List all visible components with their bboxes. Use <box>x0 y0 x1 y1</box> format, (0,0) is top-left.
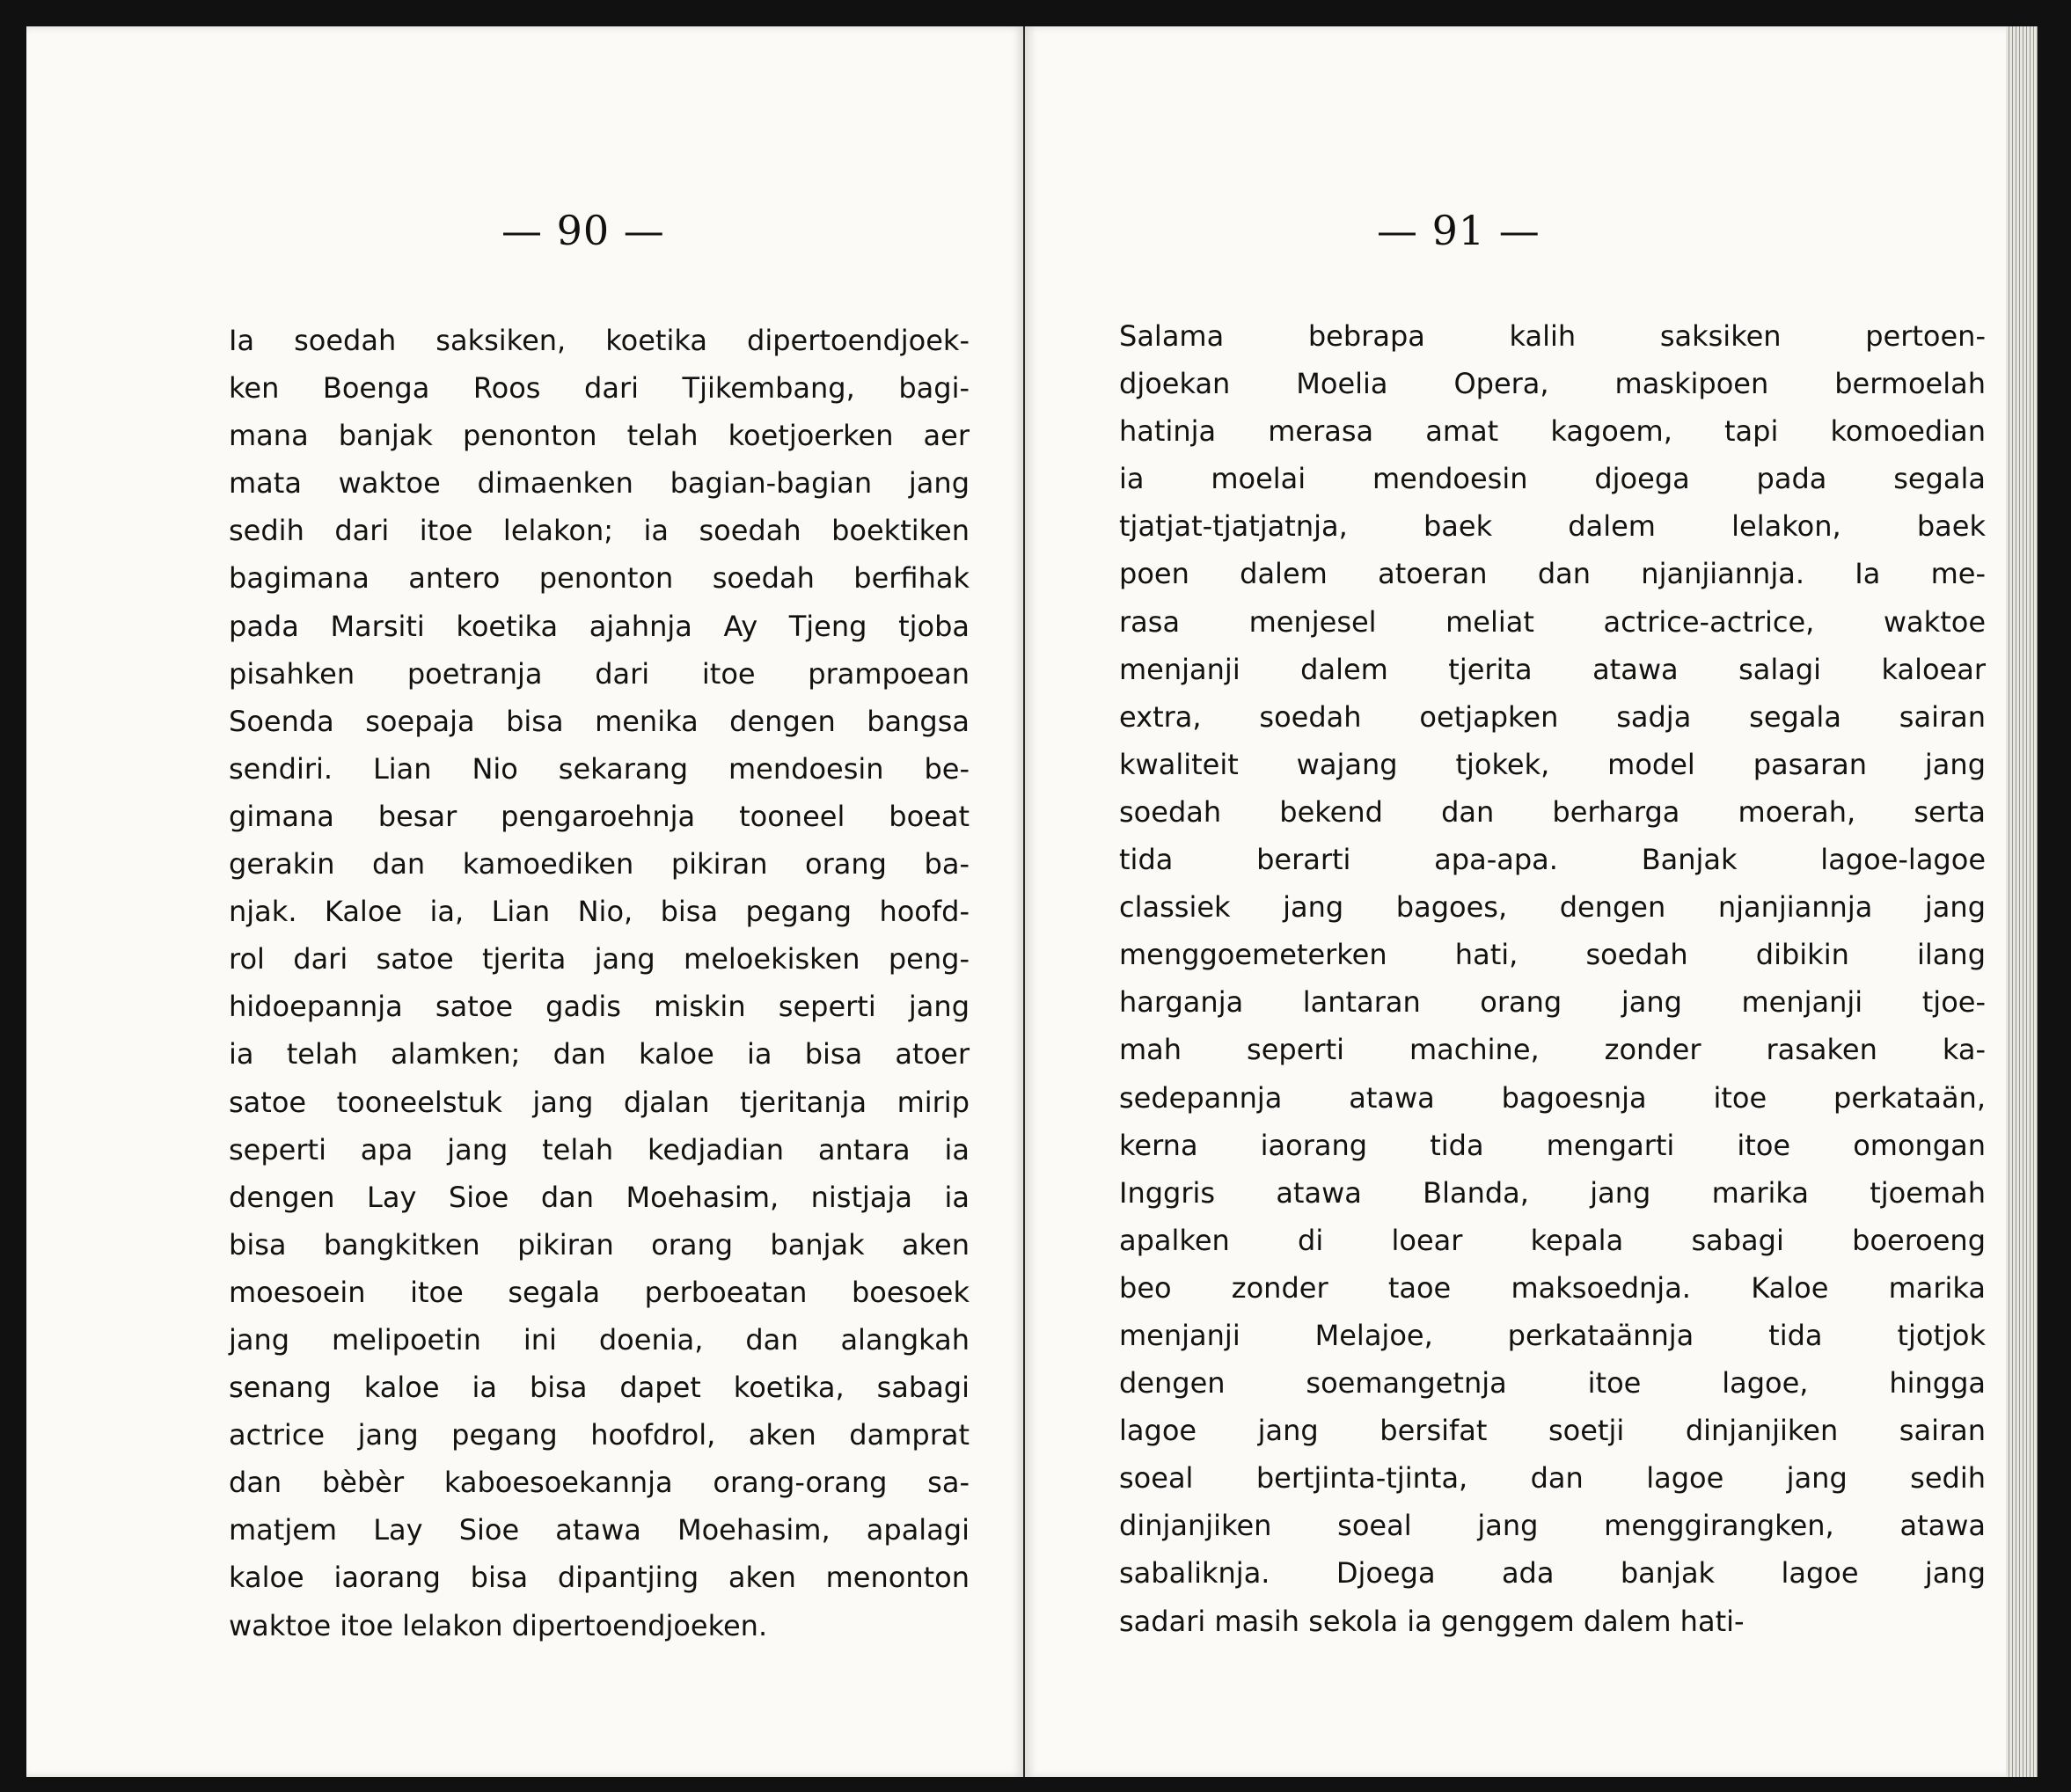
text-line: sedih dari itoe lelakon; ia soedah boektiken <box>229 514 970 548</box>
text-line: lagoe jang bersifat soetji dinjanjiken sairan <box>1119 1414 1986 1448</box>
text-line: djoekan Moelia Opera, maskipoen bermoelah <box>1119 367 1986 401</box>
text-line: seperti apa jang telah kedjadian antara ia <box>229 1132 970 1167</box>
right-page-text <box>1119 312 1986 1645</box>
text-line: classiek jang bagoes, dengen njanjiannja jang <box>1119 890 1986 925</box>
text-line: dan bèbèr kaboesoekannja orang-orang sa- <box>229 1466 970 1500</box>
text-line: menjanji dalem tjerita atawa salagi kaloear <box>1119 652 1986 686</box>
text-line: sabaliknja. Djoega ada banjak lagoe jang <box>1119 1556 1986 1591</box>
page-number-90: — 90 — <box>501 207 665 254</box>
text-line: gimana besar pengaroehnja tooneel boeat <box>229 799 970 833</box>
text-line: dengen Lay Sioe dan Moehasim, nistjaja ia <box>229 1180 970 1214</box>
text-line: pisahken poetranja dari itoe prampoean <box>229 656 970 691</box>
text-line: extra, soedah oetjapken sadja segala sairan <box>1119 699 1986 734</box>
text-line: soedah bekend dan berharga moerah, serta <box>1119 794 1986 829</box>
text-line: gerakin dan kamoediken pikiran orang ba- <box>229 847 970 881</box>
text-line: beo zonder taoe maksoednja. Kaloe marika <box>1119 1270 1986 1305</box>
left-page-text <box>229 317 970 1649</box>
text-line: soeal bertjinta-tjinta, dan lagoe jang sedih <box>1119 1461 1986 1496</box>
text-line: matjem Lay Sioe atawa Moehasim, apalagi <box>229 1513 970 1547</box>
page-edges <box>2006 26 2038 1777</box>
text-line: mah seperti machine, zonder rasaken ka- <box>1119 1033 1986 1067</box>
text-line: sadari masih sekola ia genggem dalem hati- <box>1119 1604 1745 1638</box>
text-line: pada Marsiti koetika ajahnja Ay Tjeng tjoba <box>229 609 970 643</box>
text-line: kerna iaorang tida mengarti itoe omongan <box>1119 1128 1986 1162</box>
text-line: kwaliteit wajang tjokek, model pasaran jang <box>1119 747 1986 781</box>
text-line: menggoemeterken hati, soedah dibikin ilang <box>1119 938 1986 972</box>
text-line: mana banjak penonton telah koetjoerken aer <box>229 419 970 453</box>
text-line: moesoein itoe segala perboeatan boesoek <box>229 1275 970 1309</box>
text-line: apalken di loear kepala sabagi boeroeng <box>1119 1223 1986 1257</box>
text-line: hidoepannja satoe gadis miskin seperti jang <box>229 990 970 1024</box>
text-line: satoe tooneelstuk jang djalan tjeritanja mirip <box>229 1085 970 1119</box>
text-line: Inggris atawa Blanda, jang marika tjoemah <box>1119 1175 1986 1210</box>
text-line: waktoe itoe lelakon dipertoendjoeken. <box>229 1608 768 1642</box>
text-line: menjanji Melajoe, perkataännja tida tjotjok <box>1119 1318 1986 1352</box>
text-line: Ia soedah saksiken, koetika dipertoendjoek- <box>229 324 970 357</box>
text-line: Salama bebrapa kalih saksiken pertoen- <box>1119 319 1986 353</box>
text-line: ia telah alamken; dan kaloe ia bisa atoer <box>229 1037 970 1072</box>
page-number-91: — 91 — <box>1377 207 1540 254</box>
text-line: dinjanjiken soeal jang menggirangken, atawa <box>1119 1509 1986 1543</box>
text-line: poen dalem atoeran dan njanjiannja. Ia me- <box>1119 557 1986 591</box>
text-line: jang melipoetin ini doenia, dan alangkah <box>229 1322 970 1357</box>
text-line: sendiri. Lian Nio sekarang mendoesin be- <box>229 751 970 786</box>
text-line: njak. Kaloe ia, Lian Nio, bisa pegang hoofd- <box>229 895 970 929</box>
text-line: hatinja merasa amat kagoem, tapi komoedian <box>1119 414 1986 449</box>
text-line: Soenda soepaja bisa menika dengen bangsa <box>229 704 970 738</box>
right-page <box>1025 26 2037 1777</box>
text-line: bisa bangkitken pikiran orang banjak aken <box>229 1227 970 1262</box>
text-line: mata waktoe dimaenken bagian-bagian jang <box>229 466 970 501</box>
text-line: ia moelai mendoesin djoega pada segala <box>1119 462 1986 496</box>
text-line: rol dari satoe tjerita jang meloekisken peng- <box>229 942 970 976</box>
left-page <box>26 26 1025 1777</box>
text-line: harganja lantaran orang jang menjanji tjoe- <box>1119 985 1986 1020</box>
text-line: kaloe iaorang bisa dipantjing aken menonton <box>229 1561 970 1595</box>
text-line: tida berarti apa-apa. Banjak lagoe-lagoe <box>1119 843 1986 877</box>
text-line: bagimana antero penonton soedah berfihak <box>229 561 970 596</box>
text-line: ken Boenga Roos dari Tjikembang, bagi- <box>229 371 970 406</box>
text-line: tjatjat-tjatjatnja, baek dalem lelakon, baek <box>1119 509 1986 544</box>
text-line: dengen soemangetnja itoe lagoe, hingga <box>1119 1366 1986 1401</box>
text-line: actrice jang pegang hoofdrol, aken damprat <box>229 1418 970 1452</box>
text-line: rasa menjesel meliat actrice-actrice, waktoe <box>1119 604 1986 639</box>
text-line: senang kaloe ia bisa dapet koetika, sabagi <box>229 1371 970 1405</box>
text-line: sedepannja atawa bagoesnja itoe perkataän, <box>1119 1080 1986 1115</box>
